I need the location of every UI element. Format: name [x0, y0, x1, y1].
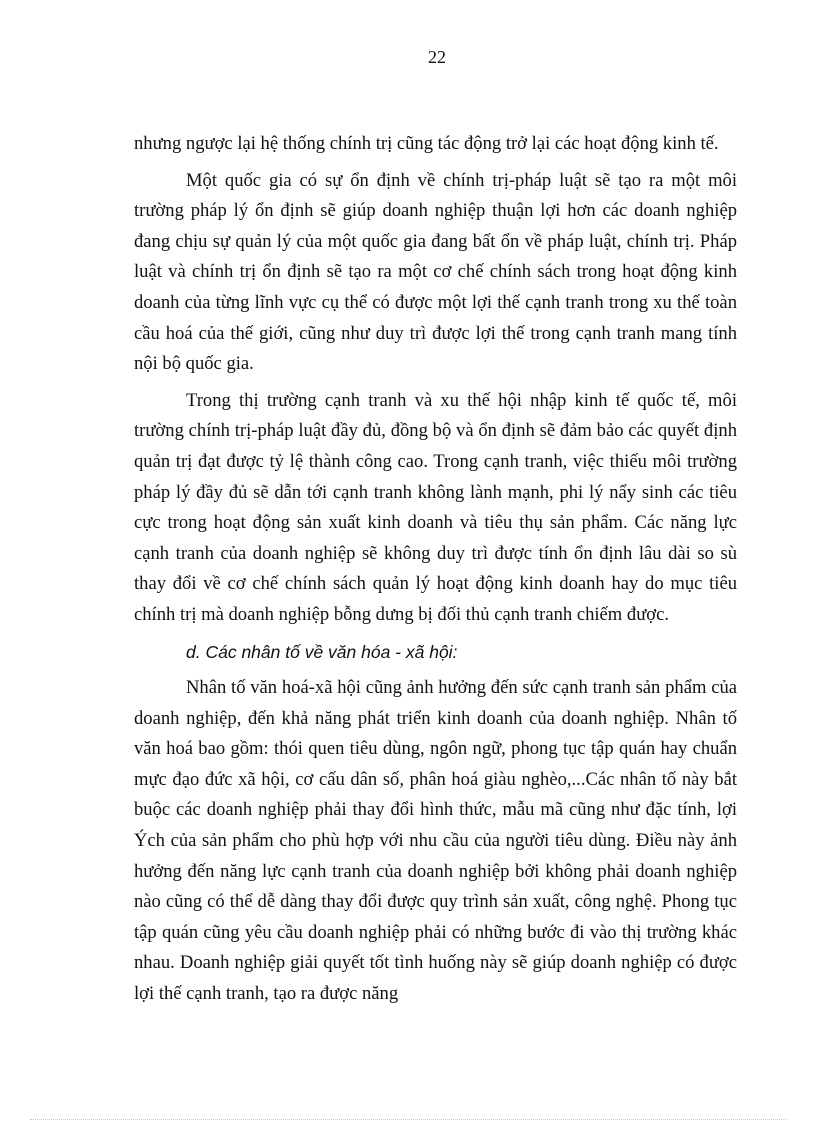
section-heading-culture-society: d. Các nhân tố về văn hóa - xã hội: — [186, 641, 458, 662]
paragraph-political-stability: Một quốc gia có sự ổn định về chính trị-pháp luật sẽ tạo ra một môi trường pháp lý ổn định sẽ giúp doanh nghiệp thuận lợi hơn các doanh nghiệp đang chịu sự quản lý của một quốc gia đang bất ổn về pháp luật, chính trị. Pháp luật và chính trị ổn định sẽ tạo ra một cơ chế chính sách trong hoạt động kinh doanh của từng lĩnh vực cụ thể có được một lợi thế cạnh tranh trong xu thế toàn cầu hoá của thế giới, cũng như duy trì được lợi thế trong cạnh tranh mang tính nội bộ quốc gia. — [134, 169, 737, 375]
paragraph-legal-environment: Trong thị trường cạnh tranh và xu thế hội nhập kinh tế quốc tế, môi trường chính trị-pháp luật đầy đủ, đồng bộ và ổn định sẽ đảm bảo các quyết định quản trị đạt được tỷ lệ thành công cao. Trong cạnh tranh, việc thiếu môi trường pháp lý đầy đủ sẽ dẫn tới cạnh tranh không lành mạnh, phi lý nẩy sinh các tiêu cực trong hoạt động sản xuất kinh doanh và tiêu thụ sản phẩm. Các năng lực cạnh tranh của doanh nghiệp sẽ không duy trì được tính ổn định lâu dài so sù thay đổi về cơ chế chính sách quản lý hoạt động kinh doanh hay do mục tiêu chính trị mà doanh nghiệp bỗng dưng bị đối thủ cạnh tranh chiếm được. — [134, 389, 737, 625]
page-bottom-rule — [30, 1119, 786, 1120]
page-number: 22 — [428, 47, 446, 67]
paragraph-culture-society: Nhân tố văn hoá-xã hội cũng ảnh hưởng đến sức cạnh tranh sản phẩm của doanh nghiệp, đến khả năng phát triển kinh doanh của doanh nghiệp. Nhân tố văn hoá bao gồm: thói quen tiêu dùng, ngôn ngữ, phong tục tập quán hay chuẩn mực đạo đức xã hội, cơ cấu dân số, phân hoá giàu nghèo,...Các nhân tố này bắt buộc các doanh nghiệp phải thay đổi hình thức, mẫu mã cũng như đặc tính, lợi Ých của sản phẩm cho phù hợp với nhu cầu của người tiêu dùng. Điều này ảnh hưởng đến năng lực cạnh tranh của doanh nghiệp bởi không phải doanh nghiệp nào cũng có thể dễ dàng thay đổi được quy trình sản xuất, công nghệ. Phong tục tập quán cũng yêu cầu doanh nghiệp phải có những bước đi vào thị trường khác nhau. Doanh nghiệp giải quyết tốt tình huống này sẽ giúp doanh nghiệp có được lợi thế cạnh tranh, tạo ra được năng — [134, 677, 737, 1005]
paragraph-continuation: nhưng ngược lại hệ thống chính trị cũng tác động trở lại các hoạt động kinh tế. — [134, 133, 719, 154]
body-text — [134, 129, 737, 1016]
